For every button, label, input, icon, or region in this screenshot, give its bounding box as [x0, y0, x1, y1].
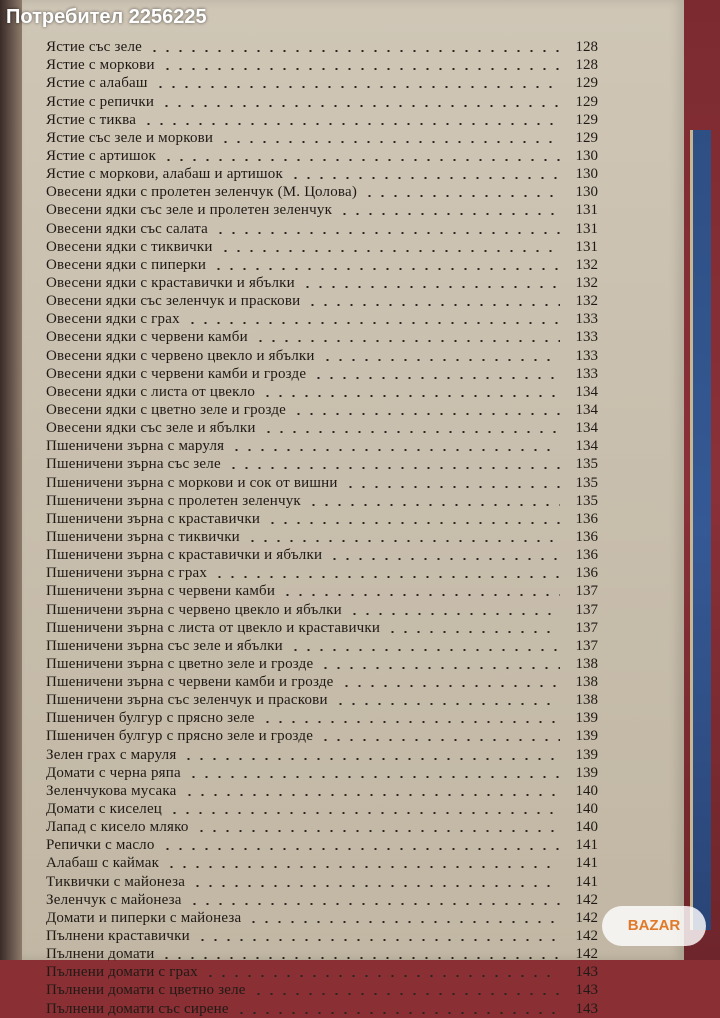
toc-entry: [46, 891, 598, 909]
toc-dot-leader: [187, 776, 560, 778]
toc-entry-page: 129: [575, 93, 598, 110]
toc-entry-page: 128: [575, 39, 598, 56]
toc-entry-title: Пшеничени зърна със зеленчук и праскови: [46, 692, 328, 709]
toc-entry-title: Ястие с моркови, алабаш и артишок: [46, 166, 283, 183]
toc-entry-page: 141: [575, 855, 598, 872]
toc-entry: [46, 292, 598, 310]
toc-entry: [46, 619, 598, 637]
toc-entry-title: Пшеничени зърна с маруля: [46, 438, 225, 455]
toc-entry: [46, 872, 598, 890]
toc-entry-title: Ястие със зеле и моркови: [46, 129, 214, 146]
toc-entry: [46, 963, 598, 981]
toc-entry-title: Репички с масло: [46, 837, 155, 854]
toc-dot-leader: [261, 721, 560, 723]
toc-dot-leader: [188, 903, 560, 905]
toc-entry: [46, 854, 598, 872]
toc-entry-page: 141: [575, 873, 598, 890]
toc-entry-title: Овесени ядки с пролетен зеленчук (М. Цолова): [46, 184, 358, 201]
toc-entry-page: 129: [575, 111, 598, 128]
toc-entry: [46, 546, 598, 564]
toc-dot-leader: [306, 304, 560, 306]
toc-entry-title: Пшеничени зърна с грах: [46, 565, 208, 582]
toc-dot-leader: [246, 540, 560, 542]
toc-entry-page: 142: [575, 891, 598, 908]
toc-dot-leader: [266, 522, 560, 524]
toc-entry-title: Домати и пиперки с майонеза: [46, 909, 242, 926]
toc-dot-leader: [247, 921, 560, 923]
toc-entry-page: 137: [575, 601, 598, 618]
toc-dot-leader: [213, 576, 560, 578]
toc-dot-leader: [154, 86, 560, 88]
toc-dot-leader: [168, 812, 560, 814]
toc-entry-page: 134: [575, 420, 598, 437]
toc-entry-title: Пшеничени зърна с червени камби и грозде: [46, 674, 334, 691]
toc-dot-leader: [160, 105, 560, 107]
toc-entry-page: 135: [575, 492, 598, 509]
toc-entry: [46, 927, 598, 945]
toc-entry-title: Пълнени домати: [46, 946, 155, 963]
toc-entry-page: 132: [575, 274, 598, 291]
toc-entry-page: 137: [575, 637, 598, 654]
toc-entry-page: 130: [575, 147, 598, 164]
toc-dot-leader: [212, 268, 560, 270]
toc-entry: [46, 709, 598, 727]
toc-entry-page: 133: [575, 311, 598, 328]
toc-entry: [46, 818, 598, 836]
toc-entry-page: 142: [575, 946, 598, 963]
toc-entry: [46, 600, 598, 618]
toc-entry: [46, 74, 598, 92]
toc-entry-page: 136: [575, 565, 598, 582]
toc-entry: [46, 111, 598, 129]
toc-entry-title: Ястие с артишок: [46, 147, 156, 164]
toc-entry: [46, 274, 598, 292]
toc-entry-page: 137: [575, 583, 598, 600]
toc-dot-leader: [214, 232, 560, 234]
toc-entry-page: 132: [575, 256, 598, 273]
toc-entry-title: Пшеничени зърна с краставички: [46, 510, 261, 527]
toc-entry-title: Пшеничен булгур с прясно зеле: [46, 710, 255, 727]
toc-entry: [46, 201, 598, 219]
toc-entry-page: 130: [575, 166, 598, 183]
toc-entry-page: 139: [575, 746, 598, 763]
toc-entry: [46, 165, 598, 183]
toc-dot-leader: [301, 286, 560, 288]
toc-dot-leader: [162, 159, 560, 161]
bazar-logo: BAZAR: [602, 906, 706, 946]
toc-entry-title: Пшеничени зърна с пролетен зеленчук: [46, 492, 301, 509]
toc-entry: [46, 129, 598, 147]
toc-entry: [46, 92, 598, 110]
toc-entry: [46, 383, 598, 401]
toc-entry-page: 136: [575, 528, 598, 545]
toc-entry-title: Домати с черна ряпа: [46, 764, 181, 781]
toc-dot-leader: [219, 141, 560, 143]
toc-entry-page: 131: [575, 202, 598, 219]
toc-dot-leader: [182, 758, 560, 760]
toc-entry: [46, 999, 598, 1017]
toc-entry: [46, 38, 598, 56]
table-of-contents: [46, 38, 598, 1018]
toc-dot-leader: [281, 594, 560, 596]
toc-entry-title: Овесени ядки с краставички и ябълки: [46, 274, 295, 291]
toc-dot-leader: [191, 885, 560, 887]
toc-dot-leader: [312, 377, 560, 379]
toc-dot-leader: [161, 68, 560, 70]
toc-entry: [46, 836, 598, 854]
toc-dot-leader: [252, 993, 560, 995]
toc-dot-leader: [340, 685, 560, 687]
toc-dot-leader: [195, 830, 560, 832]
toc-entry-title: Алабаш с каймак: [46, 855, 160, 872]
toc-dot-leader: [348, 613, 560, 615]
toc-entry-title: Пшеничени зърна с червено цвекло и ябълки: [46, 601, 342, 618]
toc-entry-title: Овесени ядки с пиперки: [46, 256, 207, 273]
toc-dot-leader: [321, 359, 560, 361]
cover-blue-stripe: [690, 130, 711, 930]
toc-entry-page: 128: [575, 57, 598, 74]
toc-entry-title: Пълнени домати с грах: [46, 964, 198, 981]
toc-entry-title: Пшеничени зърна със зеле: [46, 456, 221, 473]
toc-entry-page: 142: [575, 928, 598, 945]
toc-entry: [46, 764, 598, 782]
toc-entry: [46, 419, 598, 437]
toc-entry-title: Овесени ядки със зеле и пролетен зеленчук: [46, 202, 333, 219]
toc-entry-page: 129: [575, 75, 598, 92]
toc-entry-title: Зеленчукова мусака: [46, 782, 177, 799]
toc-dot-leader: [344, 486, 560, 488]
toc-entry: [46, 401, 598, 419]
toc-entry-page: 130: [575, 184, 598, 201]
toc-entry-page: 141: [575, 837, 598, 854]
toc-entry: [46, 727, 598, 745]
toc-dot-leader: [183, 794, 560, 796]
toc-dot-leader: [235, 1012, 560, 1014]
toc-entry: [46, 981, 598, 999]
toc-dot-leader: [160, 957, 560, 959]
toc-entry-page: 138: [575, 692, 598, 709]
toc-entry: [46, 310, 598, 328]
toc-entry-title: Зеленчук с майонеза: [46, 891, 182, 908]
toc-entry-page: 136: [575, 510, 598, 527]
toc-dot-leader: [148, 50, 560, 52]
toc-entry-page: 143: [575, 1000, 598, 1017]
toc-entry: [46, 365, 598, 383]
toc-dot-leader: [254, 340, 560, 342]
toc-entry: [46, 492, 598, 510]
toc-entry-page: 138: [575, 655, 598, 672]
toc-entry: [46, 745, 598, 763]
toc-entry-title: Овесени ядки с грах: [46, 311, 180, 328]
toc-entry: [46, 346, 598, 364]
toc-entry-title: Овесени ядки с тиквички: [46, 238, 213, 255]
toc-entry-page: 129: [575, 129, 598, 146]
toc-entry-title: Овесени ядки с червено цвекло и ябълки: [46, 347, 315, 364]
toc-entry: [46, 782, 598, 800]
toc-entry-page: 142: [575, 909, 598, 926]
toc-entry-title: Пшеничени зърна с краставички и ябълки: [46, 547, 323, 564]
toc-entry-title: Пшеничени зърна с моркови и сок от вишни: [46, 474, 338, 491]
toc-entry-page: 139: [575, 728, 598, 745]
toc-entry: [46, 510, 598, 528]
toc-dot-leader: [186, 322, 560, 324]
toc-dot-leader: [204, 975, 560, 977]
toc-entry-title: Овесени ядки със салата: [46, 220, 208, 237]
toc-entry: [46, 945, 598, 963]
toc-entry: [46, 56, 598, 74]
toc-dot-leader: [307, 504, 560, 506]
toc-entry-page: 140: [575, 801, 598, 818]
toc-entry-title: Овесени ядки с листа от цвекло: [46, 383, 256, 400]
toc-entry-title: Пшеничени зърна с тиквички: [46, 528, 240, 545]
toc-entry-title: Пълнени краставички: [46, 928, 190, 945]
toc-entry-page: 139: [575, 764, 598, 781]
toc-entry: [46, 437, 598, 455]
toc-dot-leader: [142, 123, 560, 125]
toc-entry: [46, 219, 598, 237]
toc-entry-page: 133: [575, 329, 598, 346]
toc-dot-leader: [328, 558, 560, 560]
toc-entry-title: Овесени ядки със зеленчук и праскови: [46, 293, 301, 310]
toc-entry-title: Пълнени домати със сирене: [46, 1000, 229, 1017]
toc-dot-leader: [289, 177, 560, 179]
toc-entry-page: 134: [575, 401, 598, 418]
toc-entry-page: 140: [575, 782, 598, 799]
toc-entry-page: 135: [575, 456, 598, 473]
toc-entry: [46, 328, 598, 346]
toc-entry-page: 132: [575, 293, 598, 310]
toc-entry-page: 133: [575, 365, 598, 382]
toc-entry: [46, 564, 598, 582]
toc-entry-page: 143: [575, 982, 598, 999]
toc-entry-title: Тиквички с майонеза: [46, 873, 186, 890]
toc-entry: [46, 528, 598, 546]
toc-dot-leader: [262, 431, 560, 433]
toc-entry-title: Овесени ядки с червени камби и грозде: [46, 365, 307, 382]
toc-entry: [46, 256, 598, 274]
toc-entry-title: Овесени ядки с цветно зеле и грозде: [46, 401, 287, 418]
toc-entry-title: Ястие с алабаш: [46, 75, 148, 92]
toc-entry: [46, 473, 598, 491]
toc-entry-page: 137: [575, 619, 598, 636]
toc-entry-title: Домати с киселец: [46, 801, 163, 818]
book-spine-edge: [0, 0, 22, 960]
toc-entry: [46, 800, 598, 818]
toc-dot-leader: [319, 667, 560, 669]
toc-entry: [46, 147, 598, 165]
user-watermark: Потребител 2256225: [6, 6, 207, 28]
toc-entry-title: Пшеничен булгур с прясно зеле и грозде: [46, 728, 314, 745]
toc-entry-page: 131: [575, 238, 598, 255]
toc-entry: [46, 655, 598, 673]
toc-dot-leader: [289, 649, 560, 651]
toc-entry-page: 138: [575, 674, 598, 691]
toc-dot-leader: [363, 195, 560, 197]
toc-entry: [46, 691, 598, 709]
toc-dot-leader: [219, 250, 560, 252]
toc-entry-title: Пшеничени зърна със зеле и ябълки: [46, 637, 283, 654]
toc-entry-title: Овесени ядки със зеле и ябълки: [46, 420, 256, 437]
toc-entry: [46, 637, 598, 655]
toc-entry: [46, 909, 598, 927]
toc-dot-leader: [292, 413, 560, 415]
toc-dot-leader: [165, 866, 560, 868]
toc-entry-title: Пълнени домати с цветно зеле: [46, 982, 246, 999]
toc-entry-title: Лапад с кисело мляко: [46, 819, 189, 836]
toc-entry-title: Пшеничени зърна с листа от цвекло и краставички: [46, 619, 381, 636]
toc-entry-page: 134: [575, 383, 598, 400]
toc-dot-leader: [386, 631, 560, 633]
toc-entry-page: 139: [575, 710, 598, 727]
toc-entry: [46, 183, 598, 201]
toc-dot-leader: [227, 467, 560, 469]
toc-entry: [46, 673, 598, 691]
toc-entry-page: 134: [575, 438, 598, 455]
toc-entry-title: Ястие с тиква: [46, 111, 137, 128]
toc-entry-title: Ястие с репички: [46, 93, 155, 110]
toc-dot-leader: [196, 939, 560, 941]
toc-entry-page: 133: [575, 347, 598, 364]
toc-entry: [46, 238, 598, 256]
toc-entry-page: 140: [575, 819, 598, 836]
toc-dot-leader: [261, 395, 560, 397]
toc-entry-title: Пшеничени зърна с цветно зеле и грозде: [46, 655, 314, 672]
toc-entry-title: Зелен грах с маруля: [46, 746, 177, 763]
toc-dot-leader: [319, 739, 560, 741]
toc-entry-page: 136: [575, 547, 598, 564]
toc-entry-page: 143: [575, 964, 598, 981]
toc-entry-page: 135: [575, 474, 598, 491]
toc-entry-title: Овесени ядки с червени камби: [46, 329, 248, 346]
toc-dot-leader: [161, 848, 560, 850]
toc-entry: [46, 582, 598, 600]
toc-entry-page: 131: [575, 220, 598, 237]
toc-dot-leader: [338, 213, 560, 215]
toc-entry-title: Ястие със зеле: [46, 39, 143, 56]
toc-entry: [46, 455, 598, 473]
toc-entry-title: Пшеничени зърна с червени камби: [46, 583, 276, 600]
toc-entry-title: Ястие с моркови: [46, 57, 155, 74]
toc-dot-leader: [230, 449, 560, 451]
toc-dot-leader: [334, 703, 560, 705]
